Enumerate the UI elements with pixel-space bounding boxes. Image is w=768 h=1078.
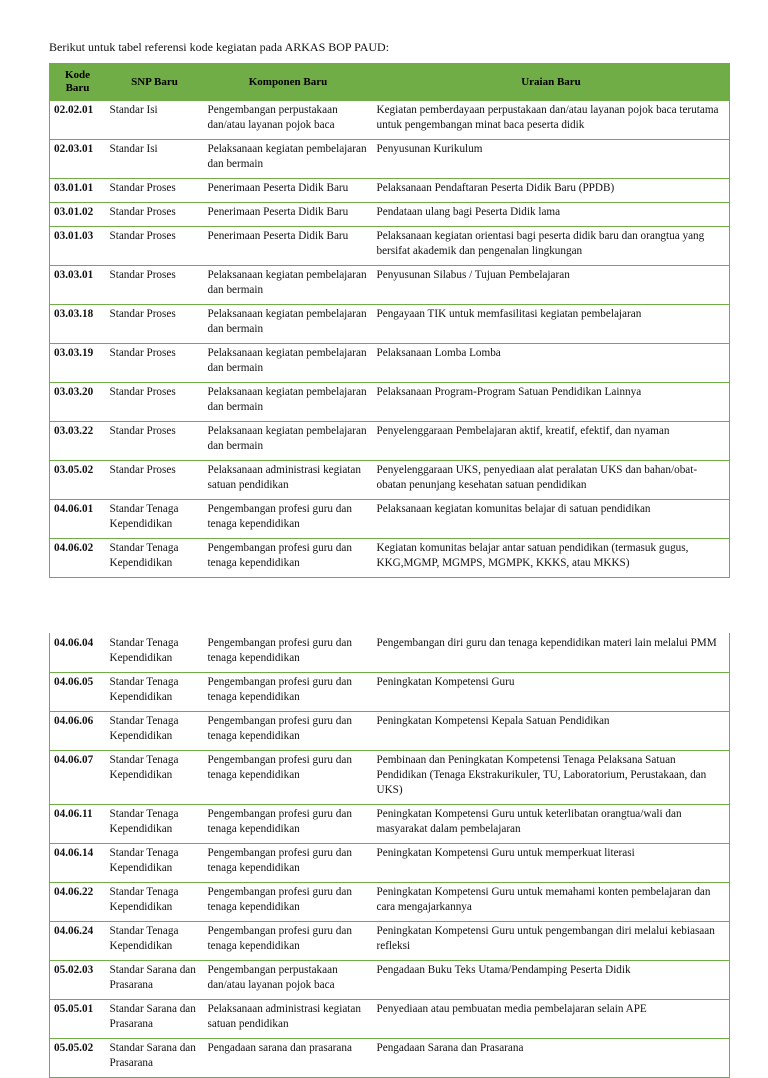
uraian-cell: Penyelenggaraan Pembelajaran aktif, kreatif, efektif, dan nyaman (373, 422, 730, 461)
komponen-cell: Pengembangan perpustakaan dan/atau layanan pojok baca (204, 961, 373, 1000)
table-row (50, 751, 730, 805)
uraian-cell: Kegiatan pemberdayaan perpustakaan dan/atau layanan pojok baca terutama untuk pengembangan minat baca peserta didik (373, 101, 730, 140)
uraian-cell: Pelaksanaan Program-Program Satuan Pendidikan Lainnya (373, 383, 730, 422)
kode-cell: 04.06.07 (50, 751, 106, 805)
kode-cell: 03.01.01 (50, 179, 106, 203)
table-row (50, 227, 730, 266)
kode-cell: 04.06.05 (50, 673, 106, 712)
uraian-cell: Pembinaan dan Peningkatan Kompetensi Tenaga Pelaksana Satuan Pendidikan (Tenaga Ekstrakurikuler, TU, Laboratorium, Perustakaan, dan UKS) (373, 751, 730, 805)
komponen-cell: Pengembangan profesi guru dan tenaga kependidikan (204, 712, 373, 751)
snp-cell: Standar Tenaga Kependidikan (106, 633, 204, 673)
kode-cell: 03.05.02 (50, 461, 106, 500)
table-row (50, 844, 730, 883)
kode-cell: 04.06.04 (50, 633, 106, 673)
komponen-cell: Pengembangan profesi guru dan tenaga kependidikan (204, 633, 373, 673)
kode-cell: 05.05.02 (50, 1039, 106, 1078)
komponen-cell: Penerimaan Peserta Didik Baru (204, 227, 373, 266)
komponen-cell: Pelaksanaan kegiatan pembelajaran dan bermain (204, 422, 373, 461)
header-uraian-baru: Uraian Baru (373, 64, 730, 101)
uraian-cell: Peningkatan Kompetensi Guru untuk keterlibatan orangtua/wali dan masyarakat dalam pembelajaran (373, 805, 730, 844)
uraian-cell: Pelaksanaan kegiatan orientasi bagi peserta didik baru dan orangtua yang bersifat akademik dan pengenalan lingkungan (373, 227, 730, 266)
uraian-cell: Pengayaan TIK untuk memfasilitasi kegiatan pembelajaran (373, 305, 730, 344)
kode-cell: 04.06.06 (50, 712, 106, 751)
snp-cell: Standar Tenaga Kependidikan (106, 539, 204, 578)
snp-cell: Standar Proses (106, 422, 204, 461)
kode-cell: 03.03.22 (50, 422, 106, 461)
komponen-cell: Pelaksanaan kegiatan pembelajaran dan bermain (204, 140, 373, 179)
snp-cell: Standar Tenaga Kependidikan (106, 922, 204, 961)
komponen-cell: Pengembangan profesi guru dan tenaga kependidikan (204, 922, 373, 961)
kode-cell: 02.03.01 (50, 140, 106, 179)
komponen-cell: Pelaksanaan administrasi kegiatan satuan pendidikan (204, 461, 373, 500)
uraian-cell: Peningkatan Kompetensi Guru (373, 673, 730, 712)
snp-cell: Standar Isi (106, 101, 204, 140)
komponen-cell: Penerimaan Peserta Didik Baru (204, 179, 373, 203)
uraian-cell: Pelaksanaan Pendaftaran Peserta Didik Baru (PPDB) (373, 179, 730, 203)
kode-cell: 03.01.02 (50, 203, 106, 227)
komponen-cell: Pelaksanaan kegiatan pembelajaran dan bermain (204, 383, 373, 422)
table-row (50, 383, 730, 422)
table-header-row (50, 64, 730, 101)
kode-cell: 03.03.18 (50, 305, 106, 344)
kode-cell: 03.03.01 (50, 266, 106, 305)
snp-cell: Standar Proses (106, 203, 204, 227)
table-row (50, 344, 730, 383)
reference-table-page-1 (49, 63, 730, 578)
table-row (50, 961, 730, 1000)
table-row (50, 179, 730, 203)
table-row (50, 539, 730, 578)
komponen-cell: Pengembangan profesi guru dan tenaga kependidikan (204, 500, 373, 539)
table-row (50, 101, 730, 140)
snp-cell: Standar Tenaga Kependidikan (106, 673, 204, 712)
intro-text: Berikut untuk tabel referensi kode kegiatan pada ARKAS BOP PAUD: (49, 40, 390, 54)
snp-cell: Standar Isi (106, 140, 204, 179)
uraian-cell: Pelaksanaan Lomba Lomba (373, 344, 730, 383)
uraian-cell: Pengembangan diri guru dan tenaga kependidikan materi lain melalui PMM (373, 633, 730, 673)
snp-cell: Standar Proses (106, 344, 204, 383)
snp-cell: Standar Proses (106, 227, 204, 266)
snp-cell: Standar Sarana dan Prasarana (106, 961, 204, 1000)
table-row (50, 673, 730, 712)
uraian-cell: Peningkatan Kompetensi Kepala Satuan Pendidikan (373, 712, 730, 751)
uraian-cell: Pengadaan Buku Teks Utama/Pendamping Peserta Didik (373, 961, 730, 1000)
kode-cell: 03.03.19 (50, 344, 106, 383)
kode-cell: 04.06.11 (50, 805, 106, 844)
snp-cell: Standar Tenaga Kependidikan (106, 751, 204, 805)
snp-cell: Standar Tenaga Kependidikan (106, 500, 204, 539)
uraian-cell: Penyelenggaraan UKS, penyediaan alat peralatan UKS dan bahan/obat-obatan penunjang kesehatan satuan pendidikan (373, 461, 730, 500)
table-row (50, 461, 730, 500)
table-row (50, 633, 730, 673)
kode-cell: 05.05.01 (50, 1000, 106, 1039)
uraian-cell: Pelaksanaan kegiatan komunitas belajar di satuan pendidikan (373, 500, 730, 539)
kode-cell: 05.02.03 (50, 961, 106, 1000)
table-row (50, 922, 730, 961)
table-row (50, 203, 730, 227)
header-kode-baru: Kode Baru (50, 64, 106, 101)
kode-cell: 02.02.01 (50, 101, 106, 140)
kode-cell: 04.06.02 (50, 539, 106, 578)
table-row (50, 1039, 730, 1078)
header-komponen-baru: Komponen Baru (204, 64, 373, 101)
komponen-cell: Pengembangan profesi guru dan tenaga kependidikan (204, 883, 373, 922)
kode-cell: 03.03.20 (50, 383, 106, 422)
snp-cell: Standar Tenaga Kependidikan (106, 844, 204, 883)
table-row (50, 266, 730, 305)
reference-table-page-2 (49, 633, 730, 1078)
snp-cell: Standar Proses (106, 305, 204, 344)
snp-cell: Standar Sarana dan Prasarana (106, 1000, 204, 1039)
uraian-cell: Pengadaan Sarana dan Prasarana (373, 1039, 730, 1078)
uraian-cell: Peningkatan Kompetensi Guru untuk memahami konten pembelajaran dan cara mengajarkannya (373, 883, 730, 922)
uraian-cell: Penyusunan Kurikulum (373, 140, 730, 179)
komponen-cell: Pelaksanaan kegiatan pembelajaran dan bermain (204, 266, 373, 305)
komponen-cell: Pelaksanaan administrasi kegiatan satuan pendidikan (204, 1000, 373, 1039)
snp-cell: Standar Proses (106, 383, 204, 422)
uraian-cell: Penyusunan Silabus / Tujuan Pembelajaran (373, 266, 730, 305)
uraian-cell: Peningkatan Kompetensi Guru untuk pengembangan diri melalui kebiasaan refleksi (373, 922, 730, 961)
uraian-cell: Pendataan ulang bagi Peserta Didik lama (373, 203, 730, 227)
kode-cell: 03.01.03 (50, 227, 106, 266)
snp-cell: Standar Tenaga Kependidikan (106, 883, 204, 922)
table-row (50, 305, 730, 344)
kode-cell: 04.06.14 (50, 844, 106, 883)
komponen-cell: Pengembangan profesi guru dan tenaga kependidikan (204, 805, 373, 844)
table-row (50, 500, 730, 539)
komponen-cell: Pengembangan profesi guru dan tenaga kependidikan (204, 539, 373, 578)
snp-cell: Standar Tenaga Kependidikan (106, 805, 204, 844)
komponen-cell: Pengadaan sarana dan prasarana (204, 1039, 373, 1078)
uraian-cell: Peningkatan Kompetensi Guru untuk memperkuat literasi (373, 844, 730, 883)
komponen-cell: Pengembangan profesi guru dan tenaga kependidikan (204, 673, 373, 712)
table-row (50, 1000, 730, 1039)
kode-cell: 04.06.01 (50, 500, 106, 539)
komponen-cell: Pelaksanaan kegiatan pembelajaran dan bermain (204, 344, 373, 383)
snp-cell: Standar Proses (106, 179, 204, 203)
table-row (50, 422, 730, 461)
snp-cell: Standar Tenaga Kependidikan (106, 712, 204, 751)
snp-cell: Standar Proses (106, 266, 204, 305)
kode-cell: 04.06.22 (50, 883, 106, 922)
komponen-cell: Pelaksanaan kegiatan pembelajaran dan bermain (204, 305, 373, 344)
table-row (50, 140, 730, 179)
komponen-cell: Pengembangan profesi guru dan tenaga kependidikan (204, 751, 373, 805)
uraian-cell: Penyediaan atau pembuatan media pembelajaran selain APE (373, 1000, 730, 1039)
snp-cell: Standar Sarana dan Prasarana (106, 1039, 204, 1078)
table-row (50, 712, 730, 751)
table-row (50, 805, 730, 844)
header-snp-baru: SNP Baru (106, 64, 204, 101)
komponen-cell: Pengembangan profesi guru dan tenaga kependidikan (204, 844, 373, 883)
table-row (50, 883, 730, 922)
uraian-cell: Kegiatan komunitas belajar antar satuan pendidikan (termasuk gugus, KKG,MGMP, MGMPS, MGMPK, KKKS, atau MKKS) (373, 539, 730, 578)
snp-cell: Standar Proses (106, 461, 204, 500)
kode-cell: 04.06.24 (50, 922, 106, 961)
komponen-cell: Pengembangan perpustakaan dan/atau layanan pojok baca (204, 101, 373, 140)
komponen-cell: Penerimaan Peserta Didik Baru (204, 203, 373, 227)
